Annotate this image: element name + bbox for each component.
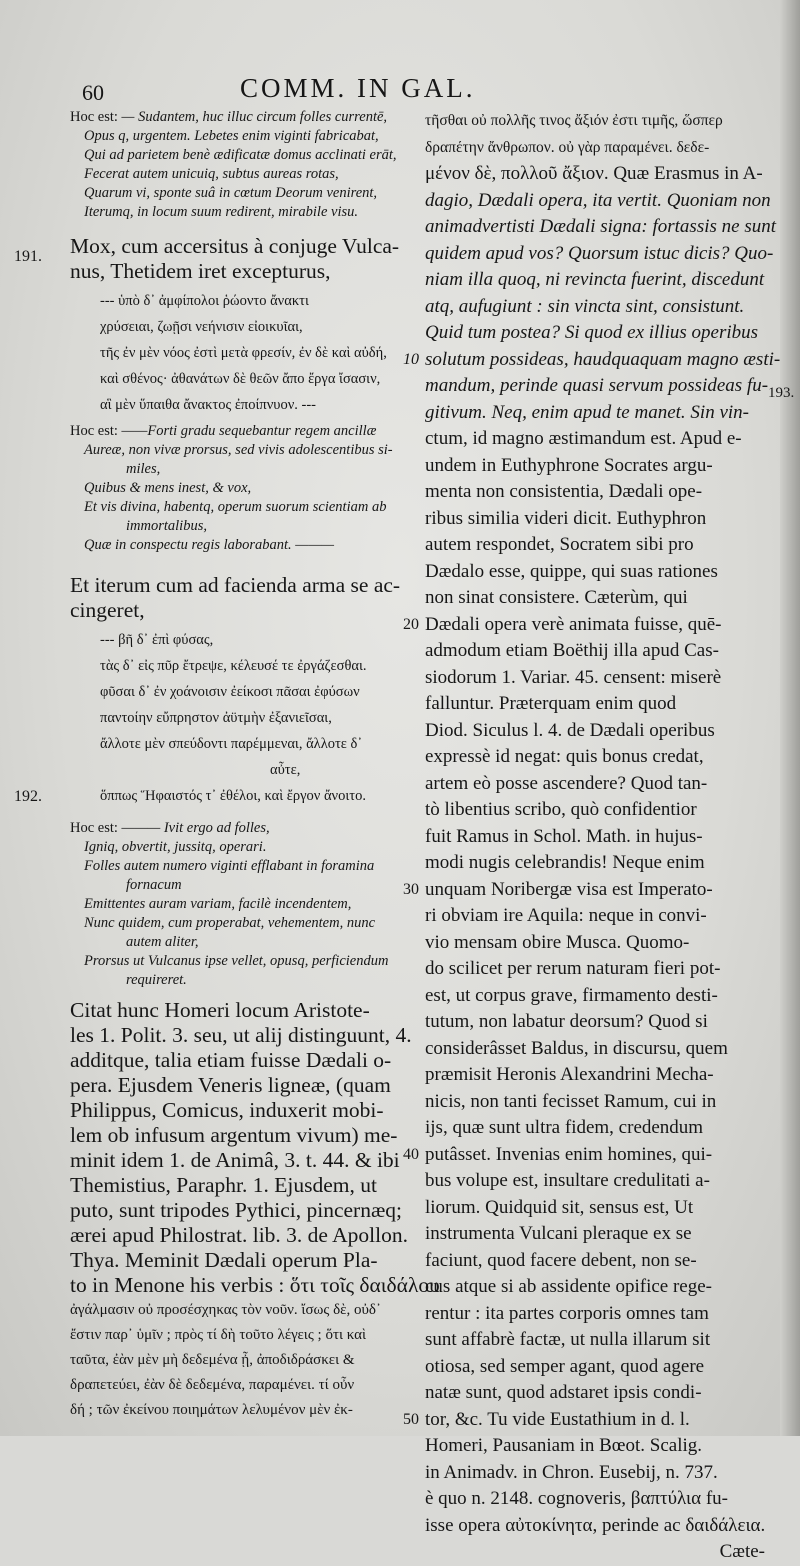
line-text: τῆσθαι οὐ πολλῆς τινος ἄξιόν ἐστι τιμῆς, ὥσπερ — [425, 112, 723, 129]
line-number: 10 — [403, 350, 419, 368]
line-text: siodorum 1. Variar. 45. censent: miserè — [425, 666, 722, 688]
body-line — [403, 347, 781, 374]
line-text: Diod. Siculus l. 4. de Dædali operibus — [425, 719, 715, 741]
line-text: faciunt, quod facere debent, non se- — [425, 1249, 697, 1271]
translation-text: Folles autem numero viginti efflabant in foramina — [84, 858, 375, 874]
translation-line — [70, 165, 418, 184]
translation-text: immortalibus, — [126, 518, 207, 534]
body-line — [425, 1327, 765, 1354]
translation-text: Igniq, obvertit, jussitq, operari. — [84, 839, 267, 855]
line-number: 20 — [403, 615, 419, 633]
translation-line — [70, 517, 418, 536]
body-line — [425, 983, 765, 1010]
line-text: sunt affabrè factæ, ut nulla illarum sit — [425, 1329, 711, 1350]
translation-line — [70, 536, 418, 555]
greek-verse-line: καὶ σθένος· ἀθανάτων δὲ θεῶν ἄπο ἔργα ἴσασιν, — [100, 371, 381, 387]
body-line: to in Menone his verbis : ὅτι τοῖς δαιδάλου — [70, 1273, 440, 1297]
line-text: isse opera αὐτοκίνητα, perinde ac δαιδάλεια. — [425, 1514, 766, 1536]
body-line — [425, 956, 765, 983]
body-line — [425, 1301, 765, 1328]
line-text: animadvertisti Dædali signa: fortassis ne sunt — [425, 216, 776, 237]
body-line — [425, 1036, 765, 1063]
spacer — [70, 990, 418, 998]
translation-line — [70, 460, 418, 479]
translation-text: requireret. — [126, 972, 187, 988]
body-line — [425, 718, 765, 745]
body-line: puto, sunt tripodes Pythici, pincernæq; — [70, 1198, 403, 1222]
body-line — [425, 1195, 765, 1222]
body-line — [403, 1142, 765, 1169]
body-line — [425, 1433, 765, 1460]
translation-line — [70, 108, 418, 127]
body-line: lem ob infusum argentum vivum) me- — [70, 1123, 398, 1147]
translation-text: Quibus & mens inest, & vox, — [84, 480, 252, 496]
body-line — [425, 214, 776, 241]
body-line — [425, 373, 769, 400]
body-line — [425, 241, 774, 268]
body-line — [425, 532, 765, 559]
line-text: in Animadv. in Chron. Eusebij, n. 737. — [425, 1461, 718, 1483]
line-text: considerâsset Baldus, in discursu, quem — [425, 1037, 728, 1059]
line-text: admodum etiam Boëthij illa apud Cas- — [425, 640, 719, 661]
body-line — [425, 1062, 765, 1089]
line-text: è quo n. 2148. cognoveris, βαπτύλια fu- — [425, 1488, 729, 1509]
body-line — [403, 877, 765, 904]
body-line — [425, 1539, 765, 1566]
body-line — [425, 267, 765, 294]
body-line — [425, 1248, 765, 1275]
line-text: expressè id negat: quis bonus credat, — [425, 746, 704, 767]
margin-number-191: 191. — [14, 248, 42, 265]
body-line — [425, 135, 765, 162]
translation-line — [70, 498, 418, 517]
body-line: ἀγάλμασιν οὐ προσέσχηκας τὸν νοῦν. ἴσως δὲ, οὐδ᾽ — [70, 1302, 381, 1318]
translation-label: Hoc est: — [70, 109, 118, 125]
greek-verse-line: αὖτε, — [270, 762, 301, 778]
body-line — [425, 320, 765, 347]
translation-text: ——— Ivit ergo ad folles, — [121, 820, 270, 836]
body-line — [425, 188, 771, 215]
line-text: liorum. Quidquid sit, sensus est, Ut — [425, 1196, 694, 1218]
greek-verse-line: τῆς ἐν μὲν νόος ἐστὶ μετὰ φρεσίν, ἐν δὲ καὶ αὐδή, — [100, 345, 387, 361]
translation-label: Hoc est: — [70, 820, 118, 836]
body-line — [425, 638, 765, 665]
spacer — [70, 555, 418, 573]
body-line — [425, 294, 765, 321]
right-column — [403, 108, 781, 1562]
line-text: niam illa quoq, ni revincta fuerint, discedunt — [425, 269, 765, 290]
body-line — [425, 1089, 765, 1116]
body-line: δραπετεύει, ἐὰν δὲ δεδεμένα, παραμένει. τί οὖν — [70, 1377, 355, 1393]
translation-line — [70, 876, 418, 895]
line-text: modi nugis celebrandis! Neque enim — [425, 852, 705, 873]
body-line — [403, 1407, 765, 1434]
line-text: ri obviam ire Aquila: neque in convi- — [425, 905, 707, 926]
translation-line — [70, 895, 418, 914]
greek-verse-line: τὰς δ᾽ εἰς πῦρ ἔτρεψε, κέλευσέ τε ἐργάζεσθαι. — [100, 658, 367, 674]
body-line — [425, 1168, 765, 1195]
line-text: Dædalo esse, quippe, qui suas rationes — [425, 560, 718, 582]
body-line — [425, 1354, 765, 1381]
body-line: ταῦτα, ἐὰν μὲν μὴ δεδεμένα ᾖ, ἀποδιδράσκει & — [70, 1352, 355, 1368]
body-line — [425, 426, 765, 453]
body-line: minit idem 1. de Animâ, 3. t. 44. & ibi — [70, 1148, 400, 1172]
translation-text: Emittentes auram variam, facilè incendentem, — [84, 896, 352, 912]
body-line — [425, 691, 765, 718]
translation-label: Hoc est: — [70, 423, 118, 439]
margin-number-193: 193. — [768, 385, 795, 401]
body-line: nus, Thetidem iret excepturus, — [70, 259, 331, 283]
line-text: præmisit Heronis Alexandrini Mecha- — [425, 1064, 714, 1085]
line-text: bus volupe est, insultare credulitati a- — [425, 1170, 710, 1191]
spacer — [70, 222, 418, 234]
greek-verse-line: ἄλλοτε μὲν σπεύδοντι παρέμμεναι, ἄλλοτε δ᾽ — [100, 736, 363, 752]
line-text: falluntur. Præterquam enim quod — [425, 693, 677, 714]
translation-line — [70, 819, 418, 838]
translation-text: Quæ in conspectu regis laborabant. ——— — [84, 537, 334, 553]
line-text: otiosa, sed semper agant, quod agere — [425, 1355, 705, 1377]
body-line — [425, 797, 765, 824]
line-text: do scilicet per rerum naturam fieri pot- — [425, 958, 721, 979]
line-text: μένον δὲ, πολλοῦ ἄξιον. Quæ Erasmus in A- — [425, 163, 763, 184]
body-line — [425, 824, 765, 851]
line-text: solutum possideas, haudquaquam magno æsti- — [425, 348, 781, 370]
line-text: gitivum. Neq, enim apud te manet. Sin vin- — [425, 401, 749, 423]
line-text: tò libentius scribo, quò confidentior — [425, 799, 697, 820]
body-line — [425, 1460, 765, 1487]
body-line — [425, 1221, 765, 1248]
line-text: est, ut corpus grave, firmamento desti- — [425, 984, 718, 1006]
line-number: 40 — [403, 1145, 419, 1163]
translation-text: Opus q, urgentem. Lebetes enim viginti fabricabat, — [84, 128, 379, 144]
running-head: COMM. IN GAL. — [240, 73, 476, 103]
body-line — [425, 744, 765, 771]
translation-line — [70, 422, 418, 441]
line-text: instrumenta Vulcani pleraque ex se — [425, 1223, 692, 1244]
translation-text: Iterumq, in locum suum redirent, mirabile visu. — [84, 204, 358, 220]
line-text: ijs, quæ sunt ultra fidem, credendum — [425, 1117, 704, 1138]
line-text: natæ sunt, quod adstaret ipsis condi- — [425, 1382, 702, 1403]
translation-line — [70, 146, 418, 165]
line-number: 30 — [403, 880, 419, 898]
body-line — [425, 585, 765, 612]
line-text: quidem apud vos? Quorsum istuc dicis? Quo- — [425, 242, 774, 264]
translation-line — [70, 479, 418, 498]
line-text: ribus similia videri dicit. Euthyphron — [425, 507, 707, 529]
line-text: tor, &c. Tu vide Eustathium in d. l. — [425, 1408, 690, 1430]
body-line — [425, 665, 765, 692]
translation-text: Prorsus ut Vulcanus ipse vellet, opusq, perficiendum — [84, 953, 389, 969]
line-text: rentur : ita partes corporis omnes tam — [425, 1302, 709, 1324]
line-text: tutum, non labatur deorsum? Quod si — [425, 1011, 708, 1032]
body-line: Themistius, Paraphr. 1. Ejusdem, ut — [70, 1173, 377, 1197]
body-line: cingeret, — [70, 598, 145, 622]
translation-line — [70, 857, 418, 876]
body-line: Citat hunc Homeri locum Aristote- — [70, 998, 370, 1022]
translation-text: Aureæ, non vivæ prorsus, sed vivis adolescentibus si- — [84, 442, 393, 458]
translation-line — [70, 127, 418, 146]
body-line — [425, 506, 765, 533]
body-line: Thya. Meminit Dædali operum Pla- — [70, 1248, 378, 1272]
body-line: pera. Ejusdem Veneris ligneæ, (quam — [70, 1073, 391, 1097]
body-line — [425, 903, 765, 930]
greek-verse-line: --- ὑπὸ δ᾽ ἀμφίπολοι ῥώοντο ἄνακτι — [100, 293, 309, 309]
translation-line — [70, 952, 418, 971]
line-text: atq, aufugiunt : sin vincta sint, consistunt. — [425, 295, 745, 317]
line-text: undem in Euthyphrone Socrates argu- — [425, 454, 713, 476]
body-line — [425, 1274, 765, 1301]
body-line: les 1. Polit. 3. seu, ut alij distinguunt, 4. — [70, 1023, 412, 1047]
line-text: mandum, perinde quasi servum possideas fu- — [425, 375, 769, 396]
spacer — [70, 809, 418, 819]
greek-verse-line: αἳ μὲν ὕπαιθα ἄνακτος ἐποίπνυον. --- — [100, 397, 316, 413]
body-line: Mox, cum accersitus à conjuge Vulca- — [70, 234, 400, 258]
translation-text: Fecerat autem unicuiq, subtus aureas rotas, — [84, 166, 339, 182]
line-text: non sinat consistere. Cæterùm, qui — [425, 587, 688, 608]
line-text: Quid tum postea? Si quod ex illius operibus — [425, 322, 759, 343]
translation-text: Quarum vi, sponte suâ in cœtum Deorum venirent, — [84, 185, 378, 201]
body-line — [425, 108, 765, 135]
page-edge-shadow — [780, 0, 800, 1436]
translation-line — [70, 914, 418, 933]
body-line — [425, 1115, 765, 1142]
margin-number-192: 192. — [14, 788, 42, 805]
body-line — [425, 1486, 765, 1513]
translation-line — [70, 184, 418, 203]
body-line — [425, 1513, 765, 1540]
body-line — [425, 161, 765, 188]
translation-text: — Sudantem, huc illuc circum folles currentē, — [121, 109, 388, 125]
body-line: additque, talia etiam fuisse Dædali o- — [70, 1048, 392, 1072]
body-line — [425, 850, 765, 877]
line-text: unquam Noribergæ visa est Imperato- — [425, 878, 713, 900]
line-text: δραπέτην ἄνθρωπον. οὐ γὰρ παραμένει. δεδε- — [425, 138, 710, 156]
translation-line — [70, 203, 418, 222]
translation-line — [70, 838, 418, 857]
greek-verse-line: ὅππως Ἥφαιστός τ᾽ ἐθέλοι, καὶ ἔργον ἄνοιτο. — [100, 788, 366, 804]
line-text: Cæte- — [719, 1541, 765, 1562]
body-line: Et iterum cum ad facienda arma se ac- — [70, 573, 401, 597]
body-line — [425, 771, 765, 798]
body-line: δή ; τῶν ἐκείνου ποιημάτων λελυμένον μὲν ἐκ- — [70, 1402, 353, 1418]
body-line — [425, 400, 765, 427]
translation-text: Et vis divina, habentq, operum suorum scientiam ab — [84, 499, 387, 515]
body-line: Philippus, Comicus, induxerit mobi- — [70, 1098, 384, 1122]
line-text: Dædali opera verè animata fuisse, quē- — [425, 613, 722, 635]
body-line — [425, 479, 765, 506]
translation-text: Nunc quidem, cum properabat, vehementem, nunc — [84, 915, 375, 931]
translation-text: fornacum — [126, 877, 182, 893]
translation-text: ——Forti gradu sequebantur regem ancillæ — [121, 423, 377, 439]
line-text: Homeri, Pausaniam in Bœot. Scalig. — [425, 1435, 703, 1456]
line-text: autem respondet, Socratem sibi pro — [425, 534, 694, 555]
line-text: artem eò posse ascendere? Quod tan- — [425, 772, 708, 794]
line-text: vio mensam obire Musca. Quomo- — [425, 931, 690, 953]
line-text: putâsset. Invenias enim homines, qui- — [425, 1143, 713, 1165]
translation-line — [70, 933, 418, 952]
line-number: 50 — [403, 1410, 419, 1428]
line-text: dagio, Dædali opera, ita vertit. Quoniam non — [425, 189, 771, 211]
line-text: cus atque si ab assidente opifice rege- — [425, 1276, 712, 1297]
line-text: menta non consistentia, Dædali ope- — [425, 481, 703, 502]
translation-text: miles, — [126, 461, 161, 477]
body-line — [425, 1380, 765, 1407]
body-line — [403, 612, 765, 639]
greek-verse-line: παντοίην εὔπρηστον ἀϋτμὴν ἐξανιεῖσαι, — [100, 710, 332, 726]
body-line — [425, 559, 765, 586]
body-line — [425, 930, 765, 957]
page-number: 60 — [82, 80, 104, 105]
line-text: nicis, non tanti fecisset Ramum, cui in — [425, 1090, 717, 1112]
translation-line — [70, 441, 418, 460]
greek-verse-line: --- βῆ δ᾽ ἐπὶ φύσας, — [100, 632, 214, 648]
body-line: ærei apud Philostrat. lib. 3. de Apollon. — [70, 1223, 409, 1247]
translation-text: autem aliter, — [126, 934, 199, 950]
line-text: ctum, id magno æstimandum est. Apud e- — [425, 428, 742, 449]
translation-text: Qui ad parietem benè ædificatæ domus acclinati erāt, — [84, 147, 397, 163]
translation-line — [70, 971, 418, 990]
body-line — [425, 453, 765, 480]
body-line — [425, 1009, 765, 1036]
line-text: fuit Ramus in Schol. Math. in hujus- — [425, 825, 703, 847]
body-line: ἔστιν παρ᾽ ὑμῖν ; πρὸς τί δὴ τοῦτο λέγεις ; ὅτι καὶ — [70, 1327, 367, 1343]
left-column — [70, 108, 440, 1418]
greek-verse-line: χρύσειαι, ζωῇσι νεήνισιν εἰοικυῖαι, — [100, 319, 303, 335]
greek-verse-line: φῦσαι δ᾽ ἐν χοάνοισιν ἐείκοσι πᾶσαι ἐφύσων — [100, 684, 360, 700]
